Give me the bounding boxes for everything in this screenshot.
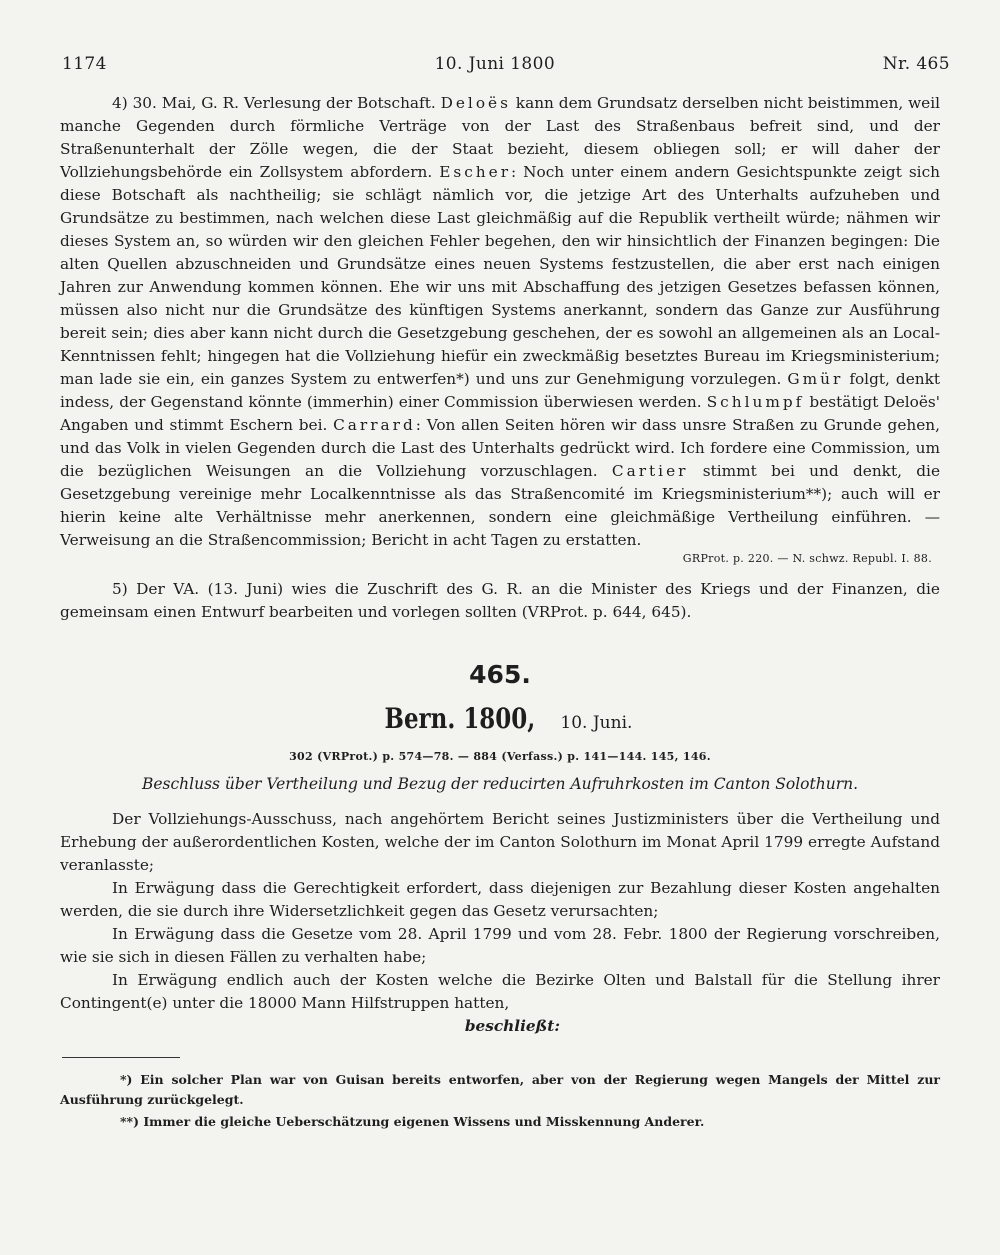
resolution-paragraph-4: In Erwägung endlich auch der Kosten welche die Bezirke Olten und Balstall für die Stellung ihrer Contingent(e) unter die 18000 Mann Hilfstruppen hatten, xyxy=(60,971,940,1012)
speaker-escher: Escher xyxy=(439,163,512,181)
section-4-5 xyxy=(60,92,940,624)
header-doc-ref: Nr. 465 xyxy=(882,54,950,74)
footnote-divider xyxy=(62,1057,180,1058)
running-header xyxy=(62,54,950,74)
resolution-paragraph-3: In Erwägung dass die Gesetze vom 28. April 1799 und vom 28. Febr. 1800 der Regierung vorschreiben, wie sie sich in diesen Fällen zu verhalten habe; xyxy=(60,925,940,966)
archive-references: 302 (VRProt.) p. 574—78. — 884 (Verfass.) p. 141—144. 145, 146. xyxy=(289,750,711,763)
source-citation: GRProt. p. 220. — N. schwz. Republ. I. 88. xyxy=(682,552,932,565)
document-title: Beschluss über Vertheilung und Bezug der reducirten Aufruhrkosten im Canton Solothurn. xyxy=(141,775,859,793)
resolves-word: beschließt: xyxy=(464,1017,560,1035)
resolution-text xyxy=(60,808,940,1038)
paragraph-4: 4) 30. Mai, G. R. Verlesung der Botschaft. Deloës kann dem Grundsatz derselben nicht beistimmen, weil manche Gegenden durch förmliche Verträge von der Last des Straßenbaus befreit sind, und der Straßenunterhalt der Zölle wegen, die der Staat bezieht, diesem obliegen soll; er will daher der Vollziehungsbehörde ein Zollsystem abfordern. Escher: Noch unter einem andern Gesichtspunkte zeigt sich diese Botschaft als nachtheilig; sie schlägt nämlich vor, die jetzige Art des Unterhalts aufzuheben und Grundsätze zu bestimmen, nach welchen diese Last gleichmäßig auf die Republik vertheilt würde; nähmen wir dieses System an, so würden wir den gleichen Fehler begehen, den wir hinsichtlich der Finanzen begingen: Die alten Quellen abzuschneiden und Grundsätze eines neuen Systems festzustellen, die aber erst nach einigen Jahren zur Anwendung kommen können. Ehe wir uns mit Abschaffung des jetzigen Gesetzes befassen können, müssen also nicht nur die Grundsätze des künftigen Systems anerkannt, sondern das Ganze zur Ausführung bereit sein; dies aber kann nicht durch die Gesetzgebung geschehen, der es sowohl an allgemeinen als an Local-Kenntnissen fehlt; hingegen hat die Vollziehung hiefür ein zweckmäßig besetztes Bureau im Kriegsministerium; man lade sie ein, ein ganzes System zu entwerfen*) und uns zur Genehmigung vorzulegen. Gmür folgt, denkt indess, der Gegenstand könnte (immerhin) einer Commission überwiesen werden. Schlumpf bestätigt Deloës' Angaben und stimmt Eschern bei. Carrard: Von allen Seiten hören wir dass unsre Straßen zu Grunde gehen, und das Volk in vielen Gegenden durch die Last des Unterhalts gedrückt wird. Ich fordere eine Commission, um die bezüglichen Weisungen an die Vollziehung vorzuschlagen. Cartier stimmt bei und denkt, die Gesetzgebung vereinige mehr Localkenntnisse als das Straßencomité im Kriegsministerium**); auch will er hierin keine alte Verhältnisse mehr anerkennen, sondern eine gleichmäßige Vertheilung einführen. — Verweisung an die Straßencommission; Bericht in acht Tagen zu erstatten. xyxy=(60,94,941,549)
footnote-2: **) Immer die gleiche Ueberschätzung eigenen Wissens und Misskennung Anderer. xyxy=(120,1114,705,1129)
resolution-paragraph-1: Der Vollziehungs-Ausschuss, nach angehörtem Bericht seines Justizministers über die Vertheilung und Erhebung der außerordentlichen Kosten, welche der im Canton Solothurn im Monat April 1799 erregte Aufstand veranlasste; xyxy=(60,810,940,874)
footnotes xyxy=(60,1070,940,1134)
dateline-date: 10. Juni. xyxy=(560,713,633,733)
resolution-paragraph-2: In Erwägung dass die Gerechtigkeit erfordert, dass diejenigen zur Bezahlung dieser Kosten angehalten werden, die sie durch ihre Widersetzlichkeit gegen das Gesetz verursachten; xyxy=(60,879,940,920)
page-number: 1174 xyxy=(62,54,107,74)
document-number: 465. xyxy=(469,660,531,689)
header-date: 10. Juni 1800 xyxy=(434,54,556,74)
dateline xyxy=(0,702,1000,735)
footnote-1: *) Ein solcher Plan war von Guisan bereits entworfen, aber von der Regierung wegen Mangels der Mittel zur Ausführung zurückgelegt. xyxy=(60,1072,940,1107)
paragraph-5: 5) Der VA. (13. Juni) wies die Zuschrift des G. R. an die Minister des Kriegs und der Finanzen, die gemeinsam einen Entwurf bearbeiten und vorlegen sollten (VRProt. p. 644, 645). xyxy=(60,580,940,621)
speaker-cartier: Cartier xyxy=(611,462,689,480)
speaker-schlumpf: Schlumpf xyxy=(706,393,805,411)
speaker-carrard: Carrard xyxy=(333,416,416,434)
dateline-place: Bern. 1800, xyxy=(384,702,535,735)
speaker-deloes: Deloës xyxy=(440,94,511,112)
speaker-gmuer: Gmür xyxy=(787,370,844,388)
